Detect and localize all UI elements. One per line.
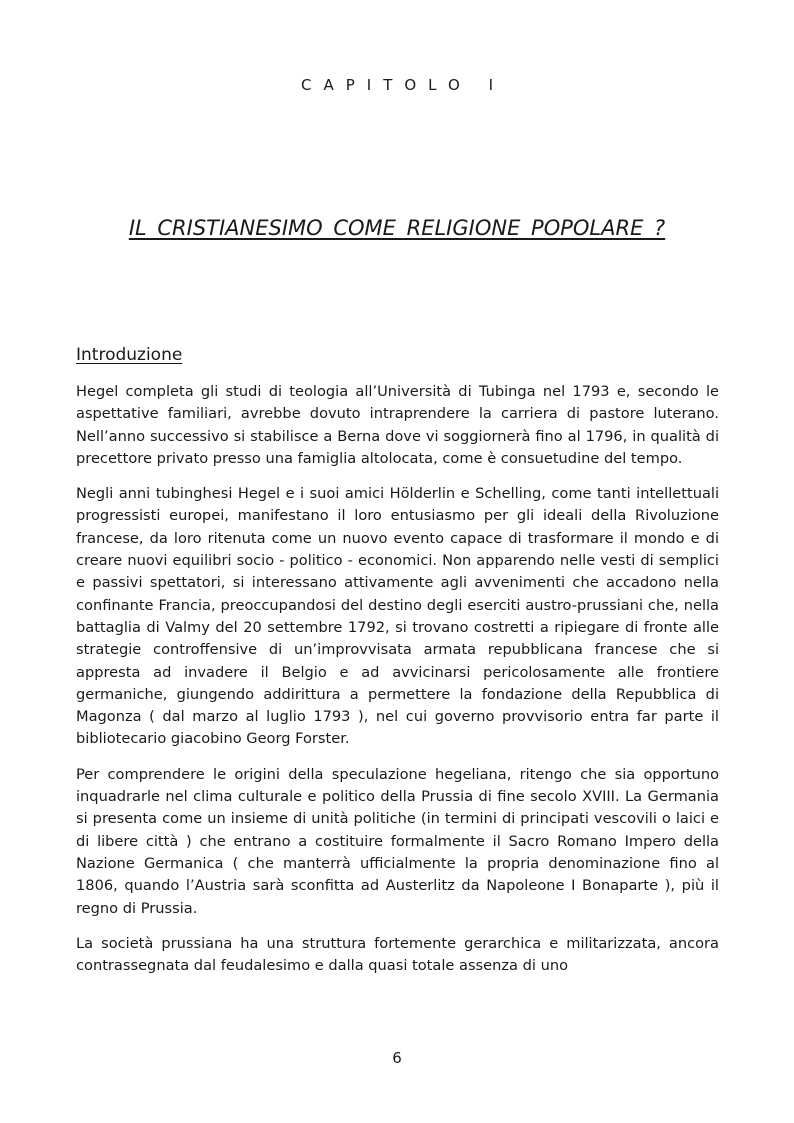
body-text [76,381,719,990]
chapter-title: IL CRISTIANESIMO COME RELIGIONE POPOLARE ? [128,216,666,240]
paragraph-3: Per comprendere le origini della speculazione hegeliana, ritengo che sia opportuno inquadrarle nel clima culturale e politico della Prussia di fine secolo XVIII. La Germania si presenta come un insieme di unità politiche (in termini di principati vescovili o laici e di libere città ) che entrano a costituire formalmente il Sacro Romano Impero della Nazione Germanica ( che manterrà ufficialmente la propria denominazione fino al 1806, quando l’Austria sarà sconfitta ad Austerlitz da Napoleone I Bonaparte ), più il regno di Prussia. [76,765,719,917]
chapter-label: CAPITOLO I [301,76,505,94]
paragraph-1: Hegel completa gli studi di teologia all’Università di Tubinga nel 1793 e, secondo le aspettative familiari, avrebbe dovuto intraprendere la carriera di pastore luterano. Nell’anno successivo si stabilisce a Berna dove vi soggiornerà fino al 1796, in qualità di precettore privato presso una famiglia altolocata, come è consuetudine del tempo. [76,383,719,467]
paragraph-2: Negli anni tubinghesi Hegel e i suoi amici Hölderlin e Schelling, come tanti intellettuali progressisti europei, manifestano il loro entusiasmo per gli ideali della Rivoluzione francese, da loro ritenuta come un nuovo evento capace di trasformare il mondo e di creare nuovi equilibri socio - politico - economici. Non apparendo nelle vesti di semplici e passivi spettatori, si interessano attivamente agli avvenimenti che accadono nella confinante Francia, preoccupandosi del destino degli eserciti austro-prussiani che, nella battaglia di Valmy del 20 settembre 1792, si trovano costretti a ripiegare di fronte alle strategie controffensive di un’improvvisata armata repubblicana francese che si appresta ad invadere il Belgio e ad avvicinarsi pericolosamente alle frontiere germaniche, giungendo addirittura a permettere la fondazione della Repubblica di Magonza ( dal marzo al luglio 1793 ), nel cui governo provvisorio entra far parte il bibliotecario giacobino Georg Forster. [76,485,719,748]
page-number: 6 [392,1049,402,1067]
paragraph-4: La società prussiana ha una struttura fortemente gerarchica e militarizzata, ancora contrassegnata dal feudalesimo e dalla quasi totale assenza di uno [76,934,719,975]
section-heading: Introduzione [76,345,183,365]
